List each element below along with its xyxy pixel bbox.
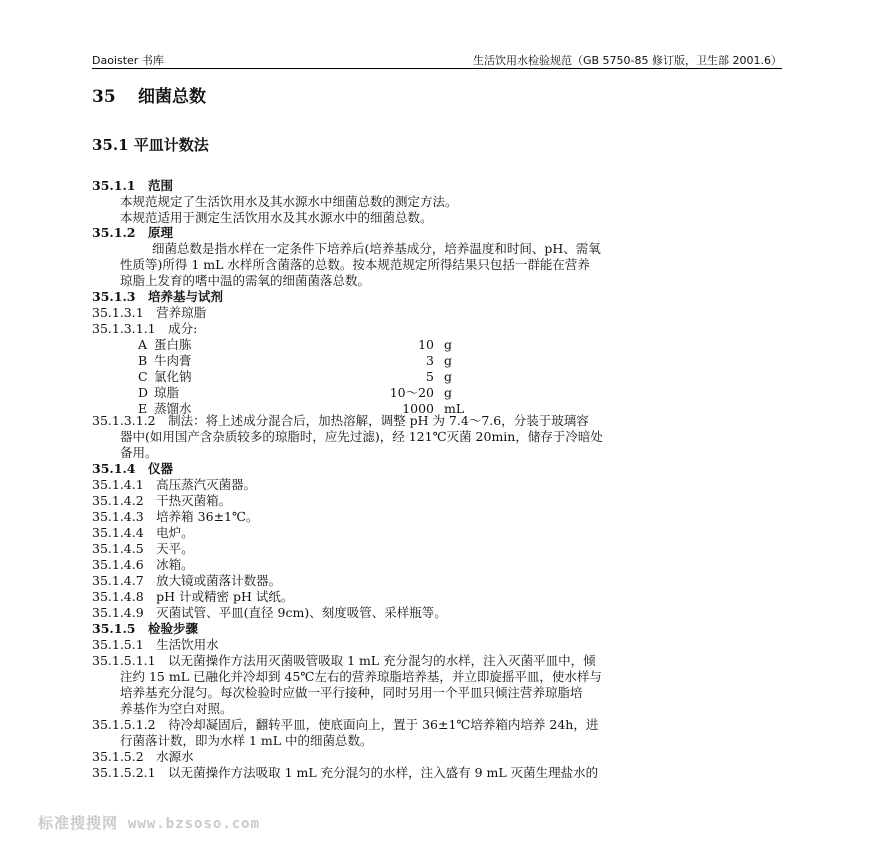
text-line: 35.1.3.1.1 成分: — [92, 321, 198, 336]
header-rule — [92, 68, 782, 69]
ingredient-unit: g — [444, 385, 453, 400]
ingredient-name: 琼脂 — [154, 385, 180, 400]
ingredient-letter: E — [138, 401, 148, 416]
text-line: 本规范规定了生活饮用水及其水源水中细菌总数的测定方法。 — [120, 194, 458, 209]
ingredient-name: 牛肉膏 — [154, 353, 192, 368]
ingredient-name: 蛋白胨 — [154, 337, 192, 352]
section-title: 35.1 平皿计数法 — [92, 136, 209, 154]
section-heading: 35.1.3 培养基与试剂 — [92, 289, 223, 304]
text-line: 35.1.4.9 灭菌试管、平皿(直径 9cm)、刻度吸管、采样瓶等。 — [92, 605, 447, 620]
text-line: 35.1.4.3 培养箱 36±1℃。 — [92, 509, 259, 524]
section-heading: 35.1.4 仪器 — [92, 461, 173, 476]
watermark-url: www.bzsoso.com — [128, 816, 261, 832]
ingredient-name: 蒸馏水 — [154, 401, 192, 416]
text-line: 35.1.5.1 生活饮用水 — [92, 637, 219, 652]
section-heading: 35.1.2 原理 — [92, 225, 173, 240]
text-line: 35.1.4.4 电炉。 — [92, 525, 194, 540]
ingredient-amount: 10 — [418, 337, 434, 352]
text-line: 35.1.3.1.2 制法：将上述成分混合后，加热溶解，调整 pH 为 7.4～7.6，分装于玻璃容 — [92, 413, 589, 428]
text-line: 细菌总数是指水样在一定条件下培养后(培养基成分，培养温度和时间、pH、需氧 — [152, 241, 601, 256]
text-line: 35.1.4.5 天平。 — [92, 541, 194, 556]
text-line: 琼脂上发育的嗜中温的需氧的细菌菌落总数。 — [120, 273, 371, 288]
text-line: 性质等)所得 1 mL 水样所含菌落的总数。按本规范规定所得结果只包括一群能在营养 — [120, 257, 590, 272]
text-line: 35.1.4.6 冰箱。 — [92, 557, 194, 572]
text-line: 35.1.5.1.1 以无菌操作方法用灭菌吸管吸取 1 mL 充分混匀的水样，注入灭菌平皿中，倾 — [92, 653, 596, 668]
chapter-title — [92, 82, 206, 107]
text-line: 35.1.5.2.1 以无菌操作方法吸取 1 mL 充分混匀的水样，注入盛有 9 mL 灭菌生理盐水的 — [92, 765, 599, 780]
text-line: 注约 15 mL 已融化并冷却到 45℃左右的营养琼脂培养基，并立即旋摇平皿，使水样与 — [120, 669, 602, 684]
chapter-text: 细菌总数 — [138, 87, 206, 107]
text-line: 养基作为空白对照。 — [120, 701, 233, 716]
text-line: 35.1.4.1 高压蒸汽灭菌器。 — [92, 477, 257, 492]
text-line: 备用。 — [120, 445, 158, 460]
ingredient-unit: g — [444, 337, 453, 352]
text-line: 35.1.4.7 放大镜或菌落计数器。 — [92, 573, 282, 588]
section-heading: 35.1.5 检验步骤 — [92, 621, 198, 636]
ingredient-unit: mL — [444, 401, 465, 416]
ingredient-amount: 1000 — [402, 401, 434, 416]
text-line: 培养基充分混匀。每次检验时应做一平行接种，同时另用一个平皿只倾注营养琼脂培 — [120, 685, 583, 700]
text-line: 35.1.4.8 pH 计或精密 pH 试纸。 — [92, 589, 294, 604]
ingredient-amount: 3 — [426, 353, 434, 368]
ingredient-amount: 5 — [426, 369, 434, 384]
chapter-number: 35 — [92, 87, 116, 107]
text-line: 行菌落计数，即为水样 1 mL 中的细菌总数。 — [120, 733, 373, 748]
header-left: Daoister 书库 — [92, 54, 164, 67]
text-line: 本规范适用于测定生活饮用水及其水源水中的细菌总数。 — [120, 210, 433, 225]
text-line: 器中(如用国产含杂质较多的琼脂时，应先过滤)，经 121℃灭菌 20min，储存于冷暗处 — [120, 429, 603, 444]
ingredient-amount: 10～20 — [389, 385, 434, 400]
ingredient-letter: D — [138, 385, 149, 400]
ingredient-unit: g — [444, 369, 453, 384]
ingredient-unit: g — [444, 353, 453, 368]
text-line: 35.1.4.2 干热灭菌箱。 — [92, 493, 232, 508]
watermark — [38, 812, 260, 833]
ingredient-letter: B — [138, 353, 148, 368]
ingredient-letter: A — [138, 337, 148, 352]
watermark-text: 标准搜搜网 — [38, 814, 119, 832]
section-heading: 35.1.1 范围 — [92, 178, 173, 193]
header-right: 生活饮用水检验规范（GB 5750-85 修订版，卫生部 2001.6） — [472, 54, 782, 67]
ingredient-letter: C — [138, 369, 148, 384]
text-line: 35.1.3.1 营养琼脂 — [92, 305, 207, 320]
ingredient-name: 氯化钠 — [154, 369, 192, 384]
text-line: 35.1.5.2 水源水 — [92, 749, 194, 764]
text-line: 35.1.5.1.2 待冷却凝固后，翻转平皿，使底面向上，置于 36±1℃培养箱内培养 24h，进 — [92, 717, 599, 732]
